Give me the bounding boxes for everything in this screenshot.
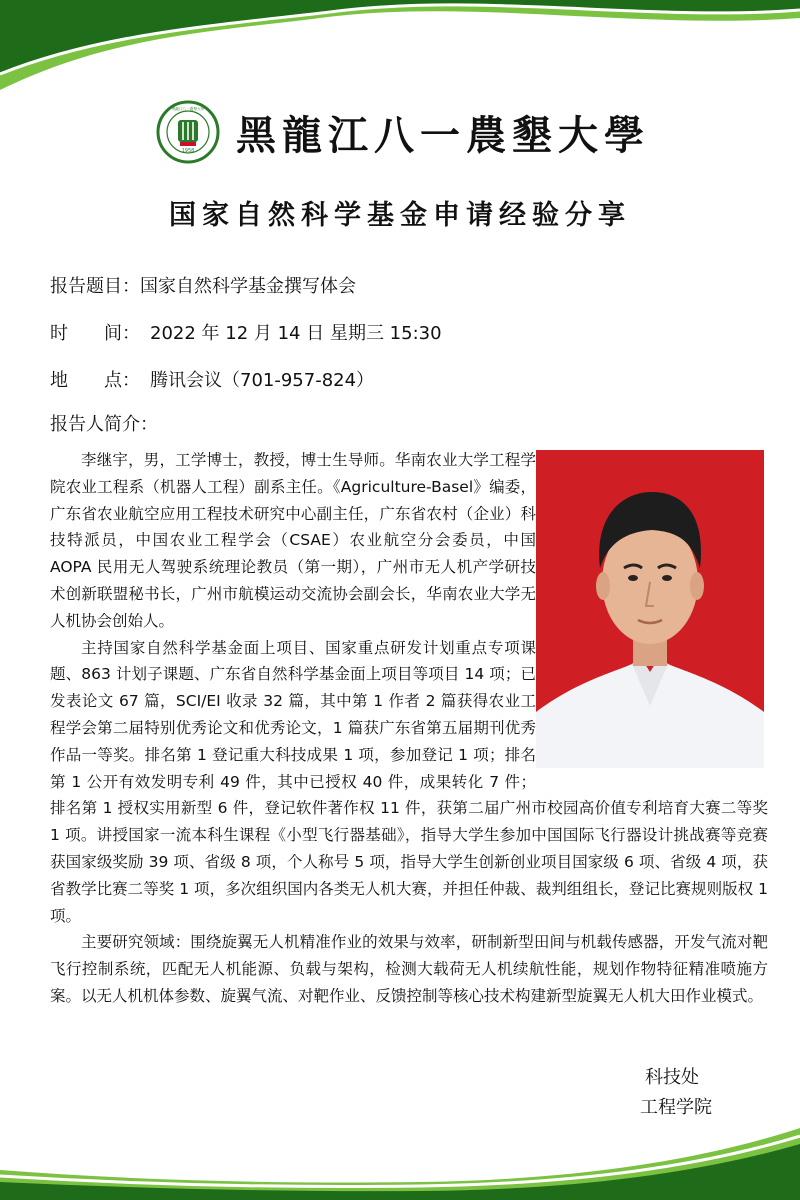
- page-title: 国家自然科学基金申请经验分享: [169, 200, 631, 231]
- topic-value: 国家自然科学基金撰写体会: [140, 276, 356, 297]
- bio-paragraph-2: 主持国家自然科学基金面上项目、国家重点研发计划重点专项课题、863 计划子课题、广东省自然科学基金面上项目等项目 14 项；已发表论文 67 篇，SCI/EI 收录 32 篇，其中第 1 作者 2 篇获得农业工程学会第二届特别优秀论文和优秀论文，1 篇获广东省第五届期刊优秀作品一等奖。排名第 1 登记重大科技成果 1 项，参加登记 1 项；排名第 1 公开有效发明专利 49 件，其中已授权 40 件，成果转化 7 件；排名第 1 授权实用新型 6 件，登记软件著作权 11 件，获第二届广州市校园高价值专利培育大赛二等奖 1 项。讲授国家一流本科生课程《小型飞行器基础》，指导大学生参加中国国际飞行器设计挑战赛等竞赛获国家级奖励 39 项、省级 8 项，个人称号 5 项，指导大学生创新创业项目国家级 6 项、省级 4 项，获省教学比赛二等奖 1 项，多次组织国内各类无人机大赛，并担任仲裁、裁判组组长，登记比赛规则版权 1 项。: [50, 638, 768, 925]
- topic-label: 报告题目：: [50, 276, 140, 297]
- bio-paragraph-1: 李继宇，男，工学博士，教授，博士生导师。华南农业大学工程学院农业工程系（机器人工程）副系主任。《Agriculture-Basel》编委，广东省农业航空应用工程技术研究中心副主任，广东省农村（企业）科技特派员，中国农业工程学会（CSAE）农业航空分会委员，中国 AOPA 民用无人驾驶系统理论教员（第一期），广州市无人机产学研技术创新联盟秘书长，广州市航模运动交流协会副会长，华南农业大学无人机协会创始人。: [50, 451, 536, 630]
- logo-year: 1958: [181, 148, 195, 154]
- bio-paragraph-3: 主要研究领域：围绕旋翼无人机精准作业的效果与效率，研制新型田间与机载传感器，开发气流对靶飞行控制系统，匹配无人机能源、负载与架构，检测大载荷无人机续航性能，规划作物特征精准喷施方案。以无人机机体参数、旋翼气流、对靶作业、反馈控制等核心技术构建新型旋翼无人机大田作业模式。: [50, 933, 768, 1005]
- topic-line: [50, 272, 356, 298]
- time-label: 时 间：: [50, 323, 140, 344]
- university-name: 黑龍江八一農墾大學: [236, 112, 650, 159]
- place-value: 腾讯会议（701-957-824）: [150, 370, 375, 391]
- signature-org-1: 科技处: [645, 1067, 699, 1088]
- signature-org-2: 工程学院: [640, 1097, 712, 1118]
- intro-label: 报告人简介：: [50, 414, 158, 435]
- bottom-green-banner: [0, 1120, 800, 1200]
- time-value: 2022 年 12 月 14 日 星期三 15:30: [150, 323, 442, 344]
- place-label: 地 点：: [50, 370, 140, 391]
- top-green-banner: [0, 0, 800, 90]
- university-logo: [156, 100, 220, 164]
- time-line: [50, 319, 442, 345]
- place-line: [50, 366, 374, 392]
- logo-ring-text: 黑龍江八一農墾大學: [171, 107, 205, 111]
- speaker-bio: [50, 447, 768, 1010]
- photo-wrap-spacer: [536, 447, 768, 769]
